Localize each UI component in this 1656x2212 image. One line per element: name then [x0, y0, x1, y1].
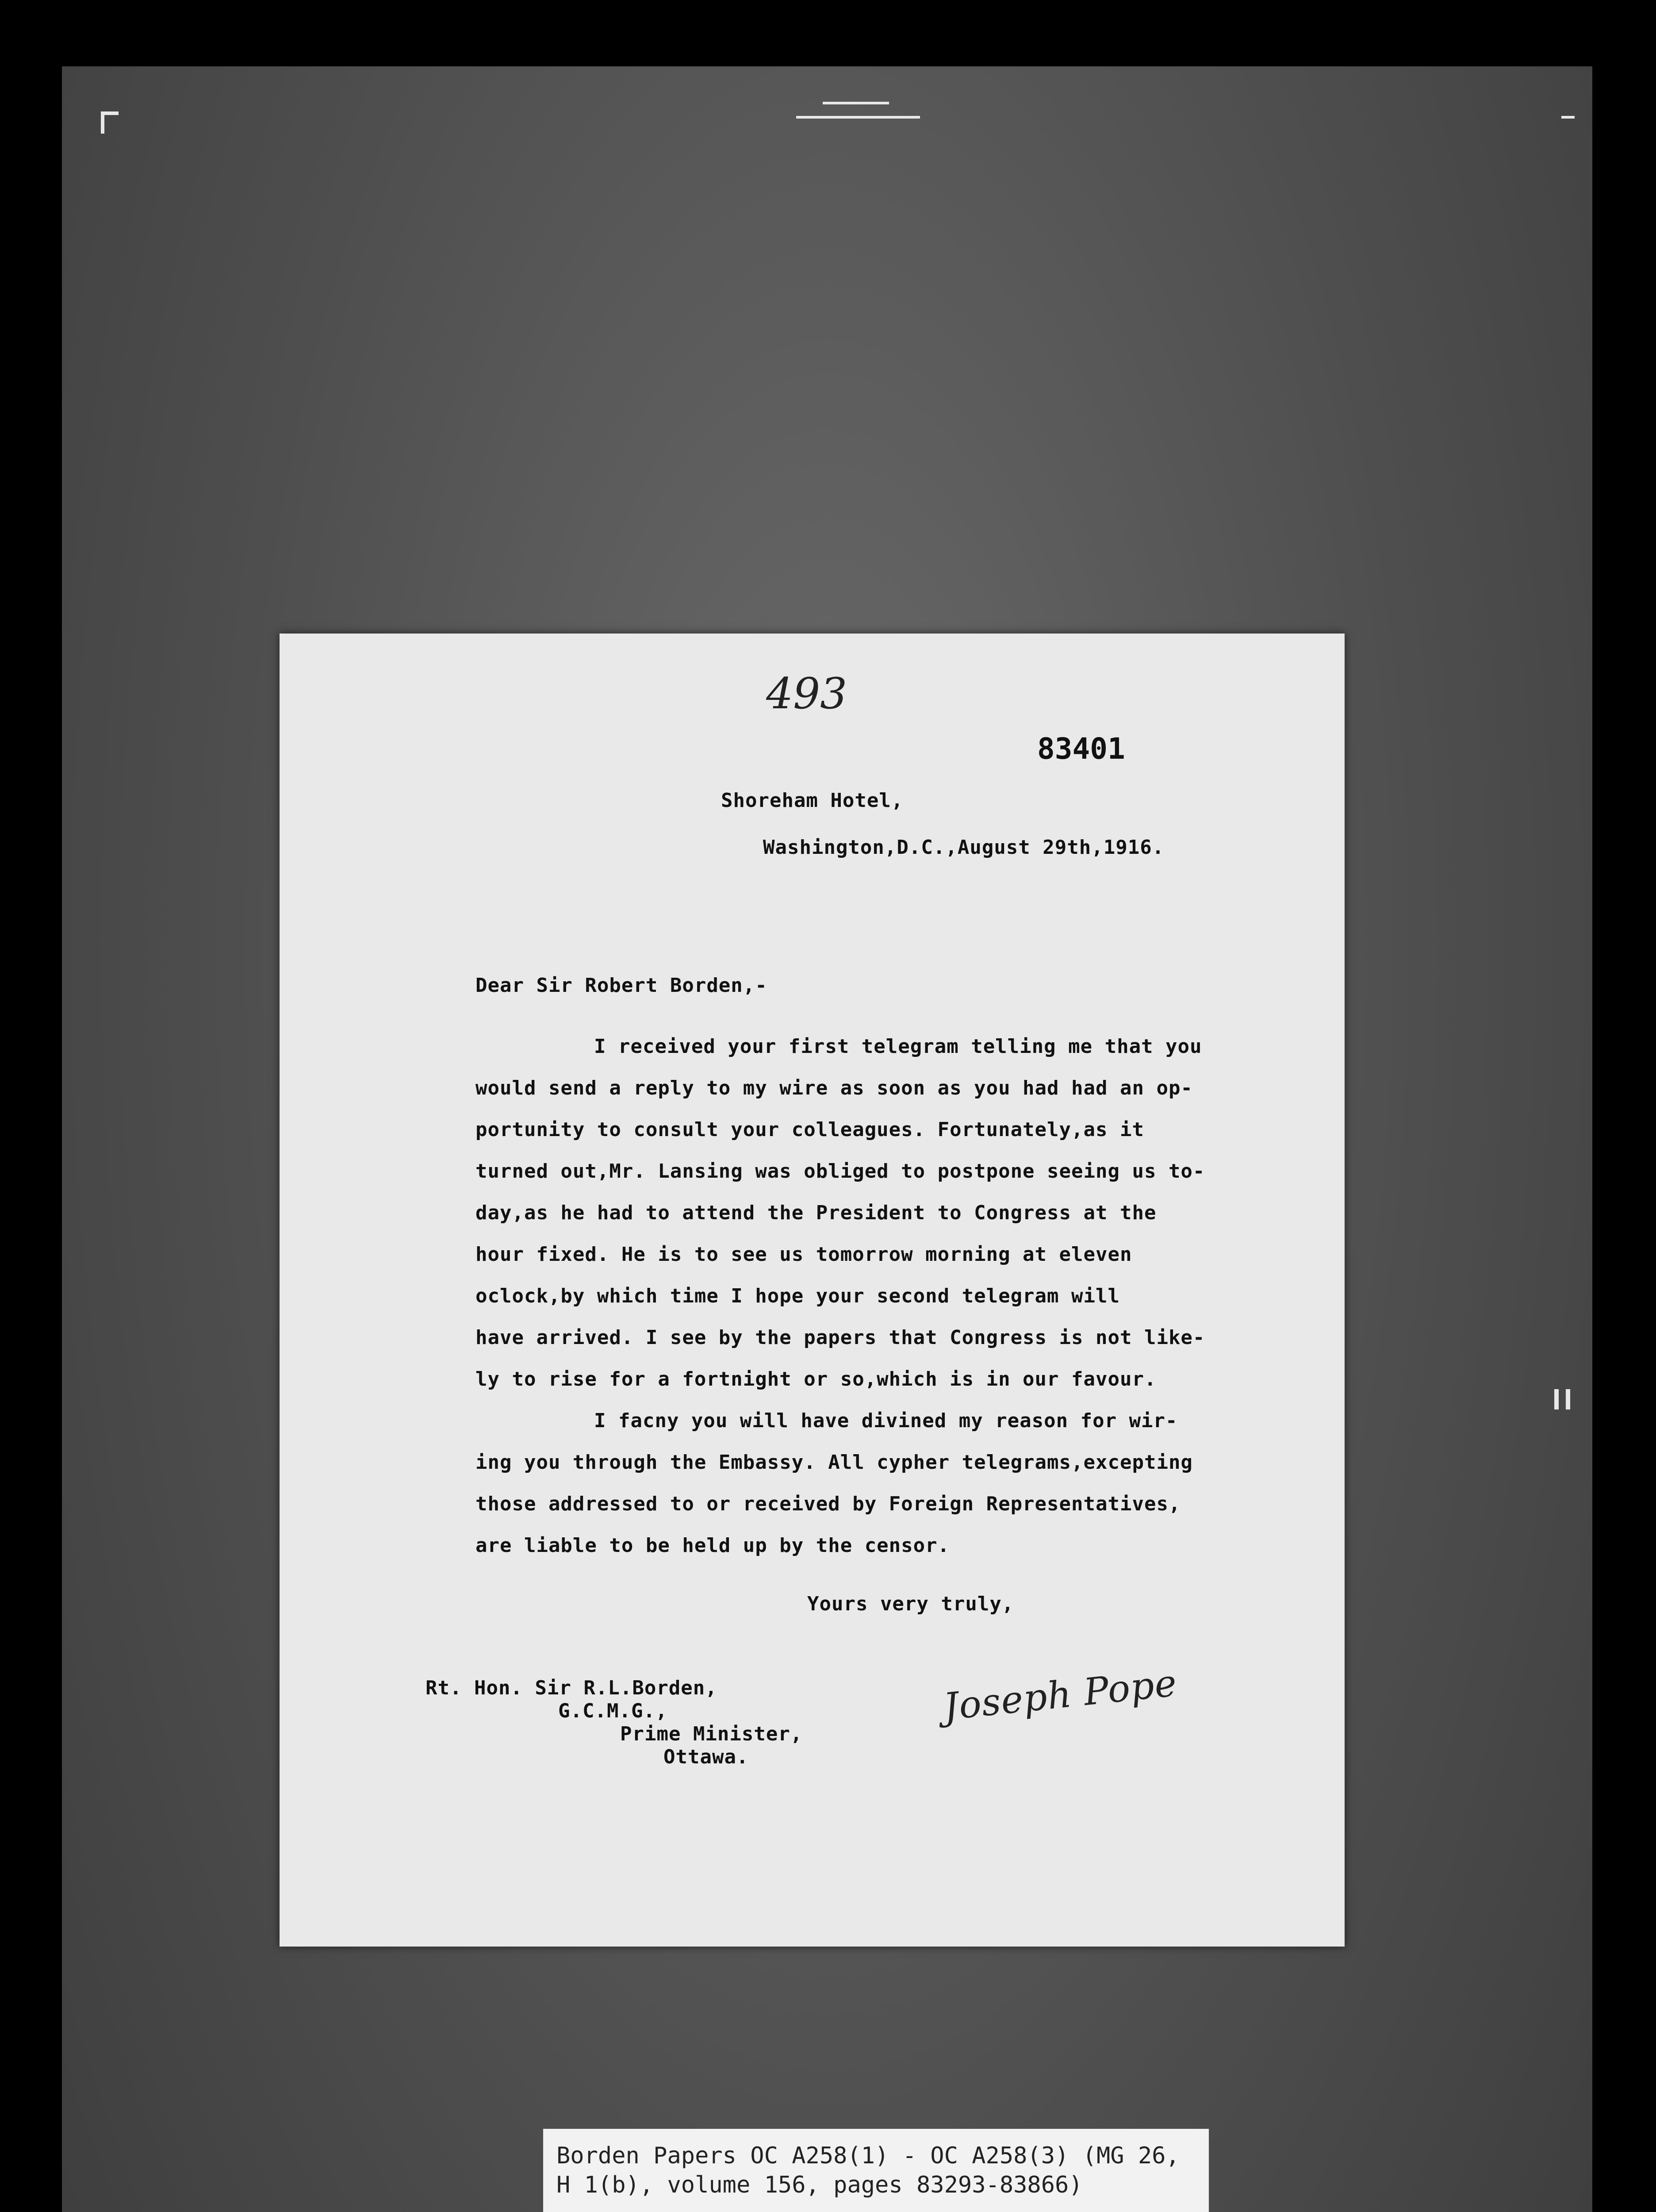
crop-mark-top-center-1 [823, 102, 889, 104]
recipient-line-4: Ottawa. [663, 1746, 749, 1768]
crop-mark-top-center-2 [796, 116, 920, 119]
crop-mark-top-right [1561, 116, 1575, 119]
body-line: day,as he had to attend the President to Congress at the [475, 1202, 1157, 1224]
recipient-line-2: G.C.M.G., [558, 1700, 668, 1722]
letter-page [280, 634, 1345, 1947]
document-number: 83401 [1037, 732, 1125, 766]
archive-caption [543, 2129, 1209, 2212]
body-line: ly to rise for a fortnight or so,which is in our favour. [475, 1368, 1157, 1390]
body-line: ing you through the Embassy. All cypher telegrams,excepting [475, 1451, 1193, 1474]
recipient-line-3: Prime Minister, [620, 1723, 803, 1745]
body-line: have arrived. I see by the papers that Congress is not like- [475, 1326, 1205, 1349]
body-line: hour fixed. He is to see us tomorrow morning at eleven [475, 1243, 1132, 1266]
caption-line-1: Borden Papers OC A258(1) - OC A258(3) (MG 26, [556, 2143, 1180, 2169]
address-line-2: Washington,D.C.,August 29th,1916. [763, 836, 1165, 859]
handwritten-annotation: 493 [766, 669, 847, 718]
crop-mark-top-left-h [101, 111, 119, 115]
recipient-line-1: Rt. Hon. Sir R.L.Borden, [426, 1677, 717, 1699]
closing: Yours very truly, [807, 1593, 1014, 1615]
body-line: I facny you will have divined my reason for wir- [594, 1409, 1178, 1432]
signature: Joseph Pope [941, 1661, 1179, 1729]
salutation: Dear Sir Robert Borden,- [475, 974, 767, 997]
body-line: oclock,by which time I hope your second telegram will [475, 1285, 1120, 1307]
body-line: turned out,Mr. Lansing was obliged to postpone seeing us to- [475, 1160, 1205, 1183]
body-line: are liable to be held up by the censor. [475, 1534, 950, 1557]
body-line: would send a reply to my wire as soon as you had had an op- [475, 1077, 1193, 1099]
crop-mark-right-mid-2 [1566, 1389, 1570, 1409]
caption-line-2: H 1(b), volume 156, pages 83293-83866) [556, 2172, 1083, 2198]
body-line: portunity to consult your colleagues. Fortunately,as it [475, 1118, 1144, 1141]
address-line-1: Shoreham Hotel, [721, 789, 904, 812]
body-line: those addressed to or received by Foreign Representatives, [475, 1493, 1181, 1515]
crop-mark-right-mid-1 [1554, 1389, 1559, 1409]
body-line: I received your first telegram telling me that you [594, 1035, 1202, 1058]
